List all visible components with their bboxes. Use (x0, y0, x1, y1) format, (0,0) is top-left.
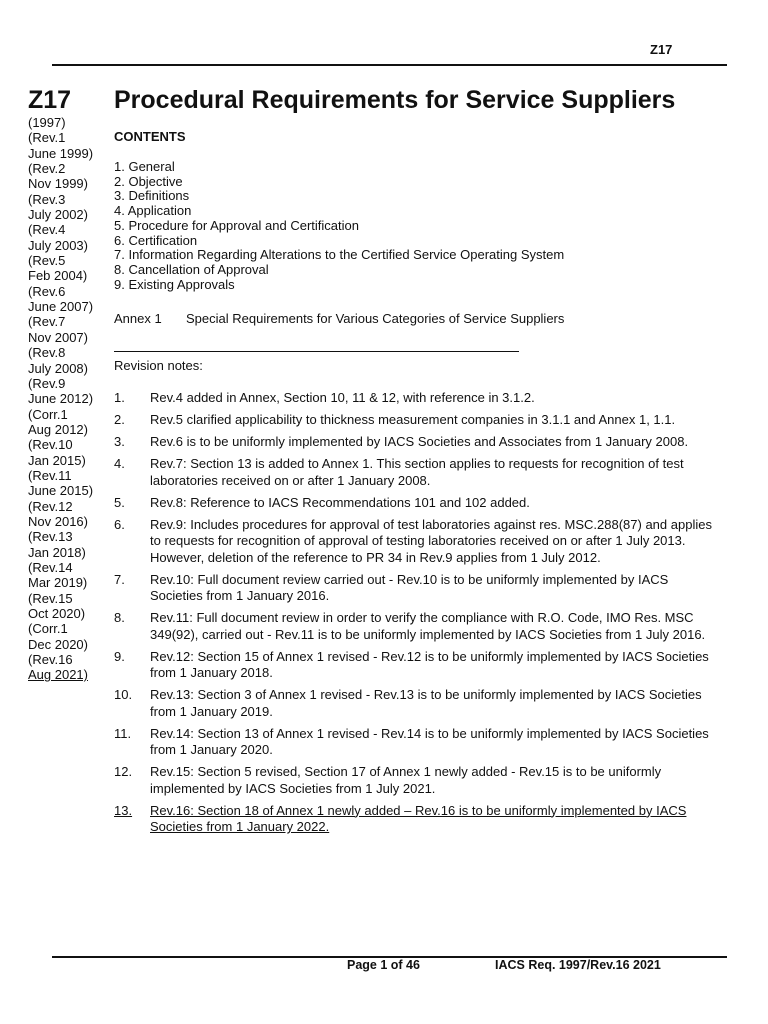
revision-line: Mar 2019) (28, 575, 88, 591)
revision-line: (Rev.11 (28, 467, 72, 483)
document-code: Z17 (28, 86, 72, 114)
revision-line: (Rev.16 (28, 652, 73, 668)
annex-label: Annex 1 (114, 311, 162, 326)
revision-note (114, 764, 714, 797)
contents-item: 8. Cancellation of Approval (114, 261, 269, 277)
annex-entry (114, 311, 564, 326)
note-number: 12. (114, 764, 133, 779)
note-number: 1. (114, 390, 125, 405)
note-number: 3. (114, 434, 125, 449)
header-divider (52, 64, 727, 66)
revision-line: (Rev.7 (28, 314, 66, 330)
contents-item: 2. Objective (114, 173, 183, 189)
revision-line: (Rev.13 (28, 529, 73, 545)
revision-note (114, 803, 714, 836)
revision-line: Jan 2018) (28, 544, 86, 560)
revision-line: (Corr.1 (28, 621, 68, 637)
contents-item: 5. Procedure for Approval and Certification (114, 217, 359, 233)
note-number: 5. (114, 494, 125, 510)
note-number: 13. (114, 802, 133, 818)
section-divider (114, 351, 519, 352)
note-text: Rev.5 clarified applicability to thickness measurement companies in 3.1.1 and Annex 1, 1.1. (150, 412, 676, 427)
revision-line: Oct 2020) (28, 606, 86, 621)
note-text: Rev.8: Reference to IACS Recommendations 101 and 102 added. (150, 494, 530, 510)
note-text: Rev.7: Section 13 is added to Annex 1. This section applies to requests for recognition of test laboratories received on or after 1 January 2008. (150, 456, 684, 488)
revision-line: Feb 2004) (28, 268, 88, 284)
contents-heading: CONTENTS (114, 129, 186, 144)
revision-note (114, 434, 714, 451)
revision-line: Aug 2021) (28, 667, 88, 683)
note-text: Rev.6 is to be uniformly implemented by IACS Societies and Associates from 1 January 2008. (150, 434, 689, 449)
annex-title: Special Requirements for Various Categories of Service Suppliers (186, 311, 565, 326)
note-number: 2. (114, 412, 125, 427)
revision-note (114, 517, 714, 567)
revision-note (114, 649, 714, 682)
note-text: Rev.10: Full document review carried out - Rev.10 is to be uniformly implemented by IACS Societies from 1 January 2016. (150, 571, 669, 603)
revision-line: (Rev.6 (28, 283, 66, 299)
revision-note (114, 495, 714, 512)
note-number: 9. (114, 648, 125, 664)
note-text: Rev.9: Includes procedures for approval of test laboratories against res. MSC.288(87) and applies to requests for recognition of approval of testing laboratories received on or after 1 July 2013. However, deletion of the reference to PR 34 in Rev.9 applies from 1 July 2012. (150, 516, 712, 565)
revision-line: (Rev.15 (28, 590, 73, 606)
revision-note (114, 687, 714, 720)
contents-item: 3. Definitions (114, 188, 190, 204)
revision-note (114, 610, 714, 643)
note-text: Rev.4 added in Annex, Section 10, 11 & 12, with reference in 3.1.2. (150, 390, 535, 405)
revision-line: (Rev.9 (28, 375, 66, 391)
revision-note (114, 412, 714, 429)
revision-note (114, 572, 714, 605)
revision-line: (Rev.4 (28, 222, 66, 238)
note-number: 4. (114, 456, 125, 471)
revision-notes-heading: Revision notes: (114, 358, 203, 373)
contents-list (114, 160, 564, 292)
contents-item: 9. Existing Approvals (114, 276, 235, 292)
note-number: 11. (114, 725, 132, 741)
revision-note (114, 390, 714, 407)
contents-item: 4. Application (114, 203, 192, 219)
revision-line: Dec 2020) (28, 636, 88, 652)
document-title: Procedural Requirements for Service Suppliers (114, 86, 676, 114)
revision-history (28, 115, 112, 683)
note-text: Rev.16: Section 18 of Annex 1 newly added – Rev.16 is to be uniformly implemented by IACS Societies from 1 January 2022. (150, 802, 687, 834)
revision-line: June 2007) (28, 299, 94, 315)
revision-line: (1997) (28, 115, 66, 130)
header-code: Z17 (650, 42, 673, 57)
revision-line: June 2012) (28, 391, 94, 407)
revision-line: (Rev.8 (28, 345, 66, 361)
note-number: 6. (114, 516, 125, 532)
revision-line: July 2008) (28, 360, 88, 376)
revision-line: July 2003) (28, 237, 88, 253)
page-number: Page 1 of 46 (347, 958, 420, 972)
note-text: Rev.12: Section 15 of Annex 1 revised - Rev.12 is to be uniformly implemented by IACS Societies from 1 January 2018. (150, 648, 709, 680)
note-text: Rev.14: Section 13 of Annex 1 revised - Rev.14 is to be uniformly implemented by IACS Societies from 1 January 2020. (150, 725, 709, 757)
revision-line: Nov 2007) (28, 329, 88, 345)
revision-line: (Rev.14 (28, 559, 73, 575)
note-number: 7. (114, 571, 125, 587)
revision-line: (Rev.10 (28, 437, 73, 453)
revision-line: Nov 2016) (28, 513, 88, 529)
revision-line: Jan 2015) (28, 452, 86, 468)
revision-line: (Rev.1 (28, 130, 66, 146)
note-number: 10. (114, 687, 133, 702)
note-number: 8. (114, 610, 125, 625)
revision-line: June 1999) (28, 145, 94, 161)
revision-line: Nov 1999) (28, 176, 88, 192)
revision-notes-list (114, 390, 714, 841)
revision-line: June 2015) (28, 483, 94, 499)
revision-line: (Corr.1 (28, 406, 68, 422)
revision-line: (Rev.12 (28, 498, 73, 514)
revision-note (114, 726, 714, 759)
contents-item: 7. Information Regarding Alterations to the Certified Service Operating System (114, 247, 565, 263)
revision-note (114, 456, 714, 489)
revision-line: (Rev.3 (28, 191, 66, 207)
contents-item: 1. General (114, 159, 175, 174)
document-reference: IACS Req. 1997/Rev.16 2021 (495, 958, 661, 972)
note-text: Rev.13: Section 3 of Annex 1 revised - Rev.13 is to be uniformly implemented by IACS Societies from 1 January 2019. (150, 687, 702, 719)
revision-line: (Rev.5 (28, 253, 66, 269)
revision-line: July 2002) (28, 207, 88, 223)
revision-line: Aug 2012) (28, 421, 88, 437)
revision-line: (Rev.2 (28, 161, 66, 177)
contents-item: 6. Certification (114, 232, 198, 248)
note-text: Rev.15: Section 5 revised, Section 17 of Annex 1 newly added - Rev.15 is to be uniformly implemented by IACS Societies from 1 July 2021. (150, 764, 662, 796)
note-text: Rev.11: Full document review in order to verify the compliance with R.O. Code, IMO Res. MSC 349(92), carried out - Rev.11 is to be uniformly implemented by IACS Societies from 1 July 2016. (150, 610, 706, 642)
